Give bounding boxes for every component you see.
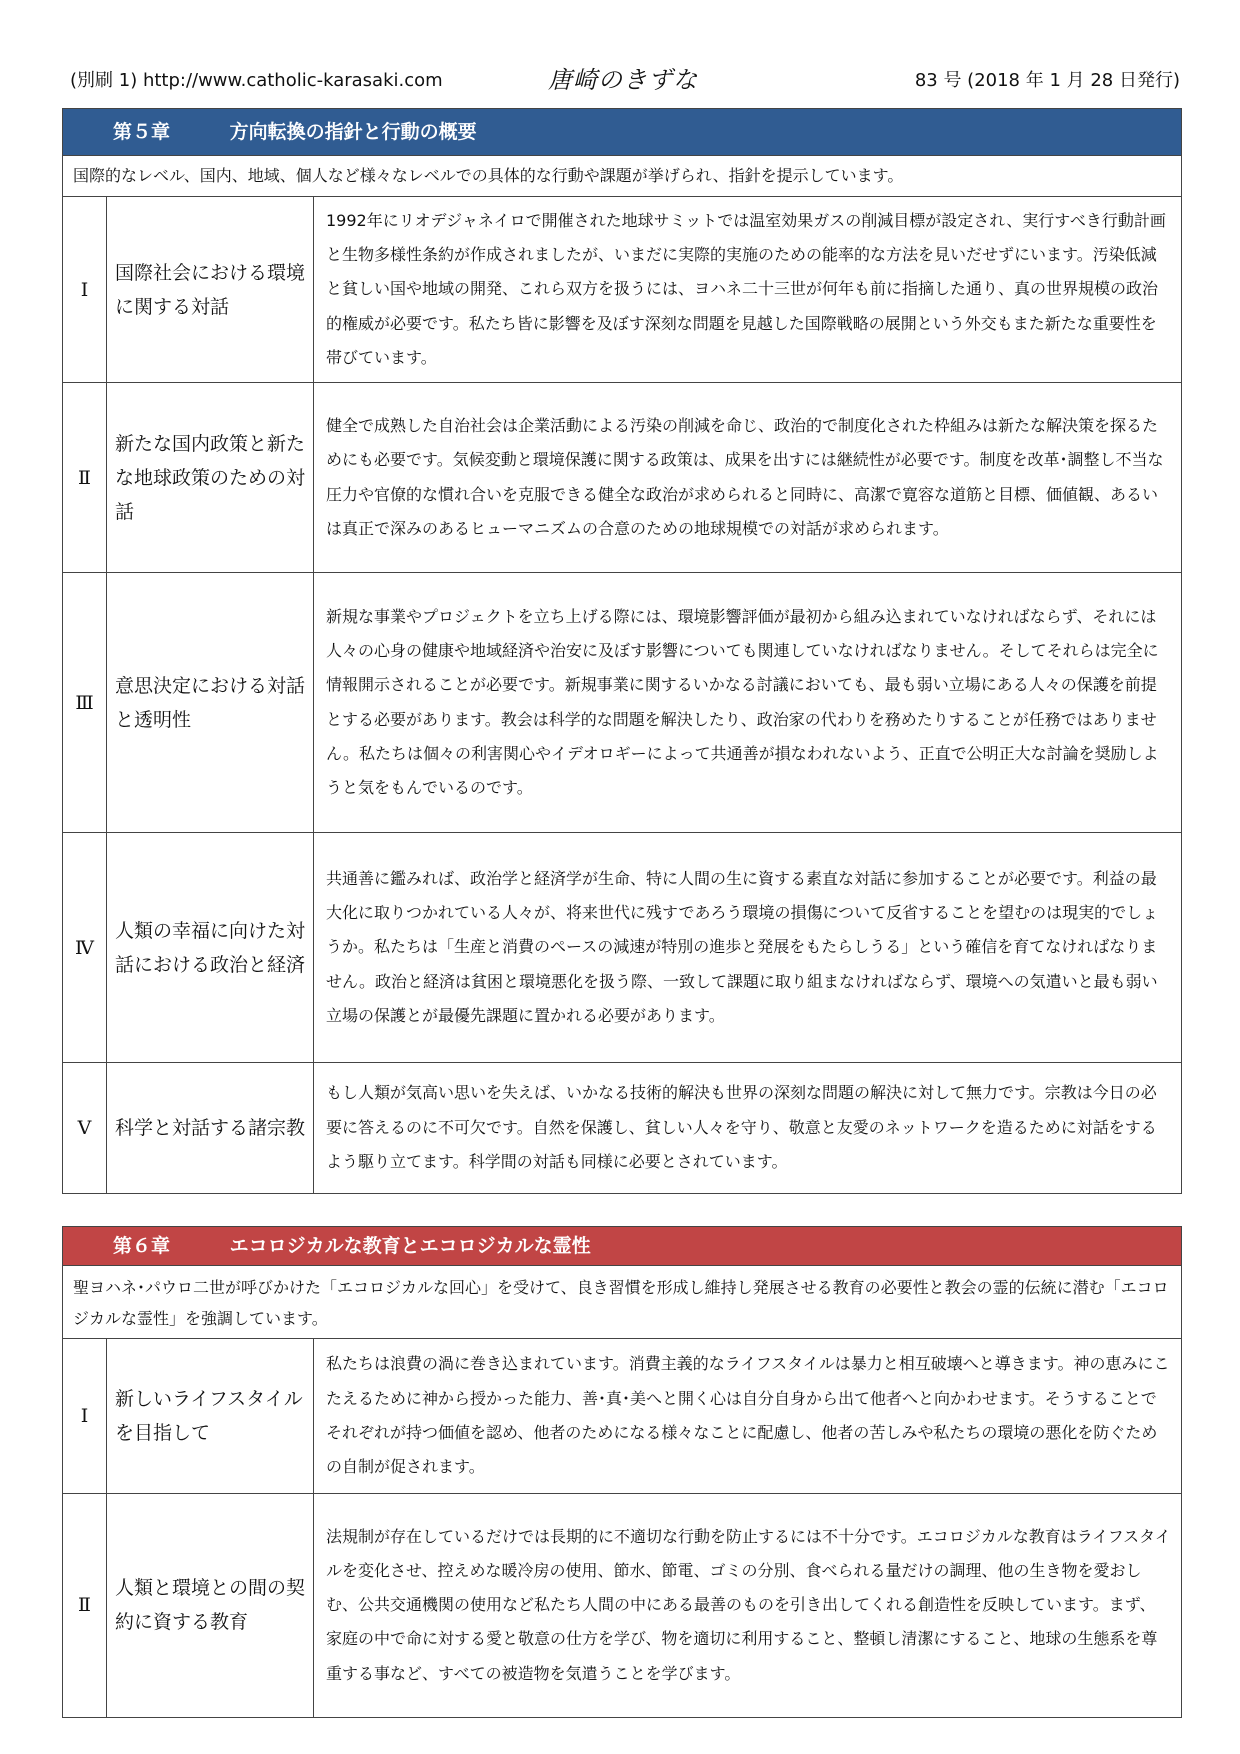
row-body: 新規な事業やプロジェクトを立ち上げる際には、環境影響評価が最初から組み込まれていなければならず、それには人々の心身の健康や地域経済や治安に及ぼす影響についても関連していなければなりません。そしてそれらは完全に情報開示されることが必要です。新規事業に関するいかなる討議においても、最も弱い立場にある人々の保護を前提とする必要があります。教会は科学的な問題を解決したり、政治家の代わりを務めたりすることが任務ではありません。私たちは個々の利害関心やイデオロギーによって共通善が損なわれないよう、正直で公明正大な討論を奨励しようと気をもんでいるのです。 [314,573,1182,833]
table-row [63,833,1181,1063]
newsletter-logo: 唐崎のきずな [548,66,698,94]
chapter-6-table [63,1338,1181,1717]
row-body: 共通善に鑑みれば、政治学と経済学が生命、特に人間の生に資する素直な対話に参加することが必要です。利益の最大化に取りつかれている人々が、将来世代に残すであろう環境の損傷について反省することを望むのは現実的でしょうか。私たちは「生産と消費のペースの減速が特別の進歩と発展をもたらしうる」という確信を育てなければなりません。政治と経済は貧困と環境悪化を扱う際、一致して課題に取り組まなければならず、環境への気遣いと最も弱い立場の保護とが最優先課題に置かれる必要があります。 [314,833,1182,1063]
chapter-5-section [62,108,1182,1194]
row-body: 健全で成熟した自治社会は企業活動による汚染の削減を命じ、政治的で制度化された枠組みは新たな解決策を探るためにも必要です。気候変動と環境保護に関する政策は、成果を出すには継続性が必要です。制度を改革･調整し不当な圧力や官僚的な慣れ合いを克服できる健全な政治が求められると同時に、高潔で寛容な道筋と目標、価値観、あるいは真正で深みのあるヒューマニズムの合意のための地球規模での対話が求められます。 [314,383,1182,573]
chapter-intro: 国際的なレベル、国内、地域、個人など様々なレベルでの具体的な行動や課題が挙げられ、指針を提示しています。 [63,155,1181,196]
table-row [63,1339,1181,1494]
chapter-title: エコロジカルな教育とエコロジカルな霊性 [229,1235,591,1257]
row-body: 私たちは浪費の渦に巻き込まれています。消費主義的なライフスタイルは暴力と相互破壊へと導きます。神の恵みにこたえるために神から授かった能力、善･真･美へと開く心は自分自身から出て他者へと向かわせます。そうすることでそれぞれが持つ価値を認め、他者のためになる様々なことに配慮し、他者の苦しみや私たちの環境の悪化を防ぐための自制が促されます。 [314,1339,1182,1494]
chapter-5-heading [63,109,1181,155]
row-title: 科学と対話する諸宗教 [107,1063,314,1193]
row-number: Ⅰ [63,197,107,383]
chapter-6-heading [63,1227,1181,1265]
row-number: Ⅱ [63,1494,107,1717]
header-issue-date: 83 号 (2018 年 1 月 28 日発行) [914,70,1180,91]
header-edition-url: (別刷 1) http://www.catholic-karasaki.com [70,70,443,91]
chapter-title: 方向転換の指針と行動の概要 [229,121,477,143]
chapter-5-table [63,196,1181,1193]
chapter-intro: 聖ヨハネ･パウロ二世が呼びかけた「エコロジカルな回心」を受けて、良き習慣を形成し維持し発展させる教育の必要性と教会の霊的伝統に潜む「エコロジカルな霊性」を強調しています。 [63,1265,1181,1338]
row-title: 国際社会における環境に関する対話 [107,197,314,383]
table-row [63,197,1181,383]
table-row [63,383,1181,573]
table-row [63,573,1181,833]
row-body: 法規制が存在しているだけでは長期的に不適切な行動を防止するには不十分です。エコロジカルな教育はライフスタイルを変化させ、控えめな暖冷房の使用、節水、節電、ゴミの分別、食べられる量だけの調理、他の生き物を愛おしむ、公共交通機関の使用など私たち人間の中にある最善のものを引き出してくれる創造性を反映しています。まず、家庭の中で命に対する愛と敬意の仕方を学び、物を適切に利用すること、整頓し清潔にすること、地球の生態系を尊重する事など、すべての被造物を気遣うことを学びます。 [314,1494,1182,1717]
row-title: 新しいライフスタイルを目指して [107,1339,314,1494]
table-row [63,1063,1181,1193]
chapter-number: 第６章 [113,1235,171,1257]
row-number: Ⅳ [63,833,107,1063]
chapter-6-section [62,1226,1182,1718]
row-number: Ⅰ [63,1339,107,1494]
row-title: 意思決定における対話と透明性 [107,573,314,833]
row-number: Ⅲ [63,573,107,833]
row-title: 人類の幸福に向けた対話における政治と経済 [107,833,314,1063]
row-body: もし人類が気高い思いを失えば、いかなる技術的解決も世界の深刻な問題の解決に対して無力です。宗教は今日の必要に答えるのに不可欠です。自然を保護し、貧しい人々を守り、敬意と友愛のネットワークを造るために対話をするよう駆り立てます。科学間の対話も同様に必要とされています。 [314,1063,1182,1193]
row-number: Ⅱ [63,383,107,573]
row-number: Ⅴ [63,1063,107,1193]
chapter-number: 第５章 [113,121,171,143]
row-title: 新たな国内政策と新たな地球政策のための対話 [107,383,314,573]
row-title: 人類と環境との間の契約に資する教育 [107,1494,314,1717]
page-header [70,66,1180,96]
row-body: 1992年にリオデジャネイロで開催された地球サミットでは温室効果ガスの削減目標が設定され、実行すべき行動計画と生物多様性条約が作成されましたが、いまだに実際的実施のための能率的な方法を見いだせずにいます。汚染低減と貧しい国や地域の開発、これら双方を扱うには、ヨハネ二十三世が何年も前に指摘した通り、真の世界規模の政治的権威が必要です。私たち皆に影響を及ぼす深刻な問題を見越した国際戦略の展開という外交もまた新たな重要性を帯びています。 [314,197,1182,383]
table-row [63,1494,1181,1717]
